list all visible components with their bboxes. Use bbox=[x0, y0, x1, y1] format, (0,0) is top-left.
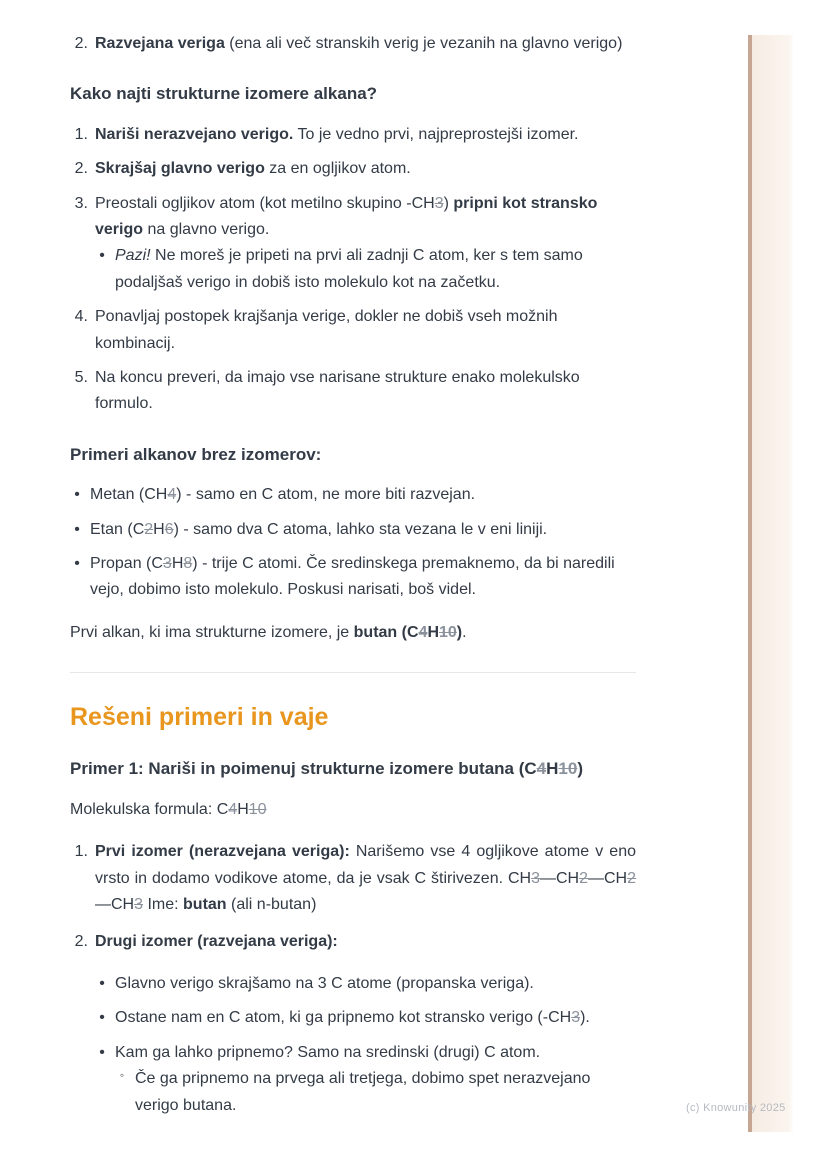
note-bullet-item bbox=[95, 243, 636, 296]
text-run: ) - samo en C atom, ne more biti razvejan. bbox=[176, 486, 476, 504]
struck-subscript: 3 bbox=[571, 1009, 581, 1027]
text-run-bold: butan bbox=[183, 896, 227, 914]
text-run-bold: H bbox=[546, 758, 559, 778]
text-run-bold: Drugi izomer (razvejana veriga): bbox=[95, 932, 338, 950]
struck-subscript: 2 bbox=[144, 520, 154, 538]
primer1-list bbox=[70, 839, 636, 1119]
text-run: —CH bbox=[587, 869, 628, 887]
list-number: 3. bbox=[74, 194, 88, 212]
text-run: (ali n-butan) bbox=[226, 896, 317, 914]
struck-subscript: 4 bbox=[167, 486, 177, 504]
document-page bbox=[70, 31, 636, 1119]
step-text bbox=[95, 191, 636, 244]
text-run: —CH bbox=[539, 869, 580, 887]
bullet-icon: • bbox=[99, 1009, 105, 1027]
list-number: 2. bbox=[74, 160, 88, 178]
page-binding-strip bbox=[748, 35, 793, 1132]
examples-list bbox=[70, 482, 636, 604]
text-run: Glavno verigo skrajšamo na 3 C atome (propanska veriga). bbox=[115, 974, 534, 992]
text-run: —CH bbox=[95, 896, 135, 914]
text-run: Prvi alkan, ki ima strukturne izomere, je bbox=[70, 623, 354, 641]
isomer2-bullets bbox=[95, 971, 636, 1119]
struck-subscript: 6 bbox=[164, 520, 174, 538]
text-run-bold: ) bbox=[577, 758, 583, 778]
text-run: Ne moreš je pripeti na prvi ali zadnji C atom, ker s tem samo podaljšaš verigo in dobiš isto molekulo kot na začetku. bbox=[115, 247, 583, 291]
text-run: ) - samo dva C atoma, lahko sta vezana le v eni liniji. bbox=[173, 520, 548, 538]
struck-subscript: 8 bbox=[183, 555, 193, 573]
text-run: Etan (C bbox=[90, 520, 145, 538]
struck-subscript: 4 bbox=[418, 623, 428, 641]
steps-list bbox=[70, 122, 636, 418]
bullet-icon: • bbox=[74, 555, 80, 573]
struck-subscript: 4 bbox=[536, 758, 547, 778]
molecular-formula-line bbox=[70, 797, 636, 823]
text-run: Molekulska formula: C bbox=[70, 801, 229, 818]
text-run: na glavno verigo. bbox=[143, 221, 270, 239]
example-item-ethane bbox=[70, 517, 636, 543]
bullet-item-where-attach bbox=[95, 1040, 636, 1119]
struck-subscript: 4 bbox=[228, 801, 238, 818]
text-run-bold: Razvejana veriga bbox=[95, 35, 225, 52]
text-run: Propan (C bbox=[90, 555, 163, 573]
text-run: Na koncu preveri, da imajo vse narisane strukture enako molekulsko formulo. bbox=[95, 369, 580, 413]
text-run: Če ga pripnemo na prvega ali tretjega, dobimo spet nerazvejano verigo butana. bbox=[135, 1070, 591, 1114]
text-run-bold: H bbox=[427, 623, 439, 641]
text-run-bold: Primer 1: Nariši in poimenuj strukturne izomere butana (C bbox=[70, 758, 537, 778]
watermark-text: (c) Knowunity 2025 bbox=[686, 1102, 786, 1114]
struck-subscript: 3 bbox=[434, 194, 444, 212]
text-run: H bbox=[153, 520, 165, 538]
step-item-2 bbox=[70, 156, 636, 182]
text-run: Ponavljaj postopek krajšanja verige, dokler ne dobiš vseh možnih kombinacij. bbox=[95, 308, 558, 352]
list-number: 2. bbox=[74, 35, 88, 52]
list-number: 4. bbox=[74, 308, 88, 326]
text-run-bold: butan (C bbox=[353, 623, 419, 641]
text-run: Narišemo vse 4 ogljikove atome v eno vrsto in dodamo vodikove atome, da je vsak C štirivezen. CH bbox=[95, 843, 636, 887]
hollow-bullet-icon: ◦ bbox=[119, 1068, 125, 1083]
bullet-icon: • bbox=[74, 486, 80, 504]
struck-subscript: 10 bbox=[558, 758, 578, 778]
text-run: ) bbox=[443, 194, 454, 212]
text-run: To je vedno prvi, najpreprostejši izomer. bbox=[293, 125, 579, 143]
text-run: H bbox=[171, 555, 184, 573]
text-run-bold: Nariši nerazvejano verigo. bbox=[95, 125, 294, 143]
text-run-bold: pripni kot stransko verigo bbox=[95, 194, 598, 239]
bullet-item-shorten-chain bbox=[95, 971, 636, 997]
struck-subscript: 10 bbox=[439, 623, 457, 641]
text-run-bold: Skrajšaj glavno verigo bbox=[95, 160, 265, 178]
struck-subscript: 3 bbox=[134, 896, 144, 914]
text-run-bold: ) bbox=[456, 623, 463, 641]
list-number: 1. bbox=[74, 843, 88, 861]
text-run: Metan (CH bbox=[90, 486, 168, 504]
list-item-branched-chain bbox=[70, 31, 636, 57]
closing-paragraph bbox=[70, 620, 636, 646]
example-item-propane bbox=[70, 551, 636, 604]
step-item-5 bbox=[70, 365, 636, 418]
struck-subscript: 10 bbox=[248, 801, 267, 818]
bullet-icon: • bbox=[99, 1043, 105, 1061]
text-run: Ostane nam en C atom, ki ga pripnemo kot stransko verigo (-CH bbox=[115, 1009, 572, 1027]
text-run: . bbox=[462, 623, 467, 641]
isomer-item-2 bbox=[70, 929, 636, 1119]
heading-primer-1 bbox=[70, 756, 636, 782]
example-item-methane bbox=[70, 482, 636, 508]
bullet-icon: • bbox=[74, 520, 80, 538]
struck-subscript: 2 bbox=[627, 869, 636, 887]
list-number: 1. bbox=[74, 125, 88, 143]
heading-how-to-find-isomers: Kako najti strukturne izomere alkana? bbox=[70, 84, 378, 104]
bullet-item-side-chain bbox=[95, 1005, 636, 1031]
list-item-text bbox=[95, 31, 636, 57]
text-run-bold: Prvi izomer (nerazvejana veriga): bbox=[95, 843, 350, 861]
list-number: 5. bbox=[74, 369, 88, 387]
section-divider bbox=[70, 672, 636, 673]
step-item-4 bbox=[70, 304, 636, 357]
text-run: za en ogljikov atom. bbox=[264, 160, 411, 178]
text-run: ). bbox=[580, 1009, 590, 1027]
struck-subscript: 3 bbox=[531, 869, 540, 887]
text-run-italic: Pazi! bbox=[115, 247, 151, 265]
text-run: ) - trije C atomi. Če sredinskega premaknemo, da bi naredili vejo, dobimo isto molekulo. Poskusi narisati, boš videl. bbox=[90, 555, 615, 599]
step-item-3 bbox=[70, 191, 636, 297]
text-run: Preostali ogljikov atom (kot metilno skupino -CH bbox=[95, 194, 435, 212]
list-number: 2. bbox=[74, 932, 88, 950]
struck-subscript: 3 bbox=[162, 555, 172, 573]
struck-subscript: 2 bbox=[579, 869, 588, 887]
text-run: (ena ali več stranskih verig je vezanih na glavno verigo) bbox=[224, 35, 623, 52]
heading-alkanes-without-isomers: Primeri alkanov brez izomerov: bbox=[70, 444, 322, 464]
heading-solved-examples: Rešeni primeri in vaje bbox=[70, 703, 329, 732]
bullet-icon: • bbox=[99, 974, 105, 992]
step-item-1 bbox=[70, 122, 636, 148]
bullet-icon: • bbox=[99, 247, 105, 265]
text-run: Kam ga lahko pripnemo? Samo na sredinski (drugi) C atom. bbox=[115, 1043, 541, 1061]
text-run: Ime: bbox=[143, 896, 184, 914]
isomer-item-1 bbox=[70, 839, 636, 918]
sub-bullet-item bbox=[115, 1066, 636, 1119]
text-run: H bbox=[237, 801, 249, 818]
